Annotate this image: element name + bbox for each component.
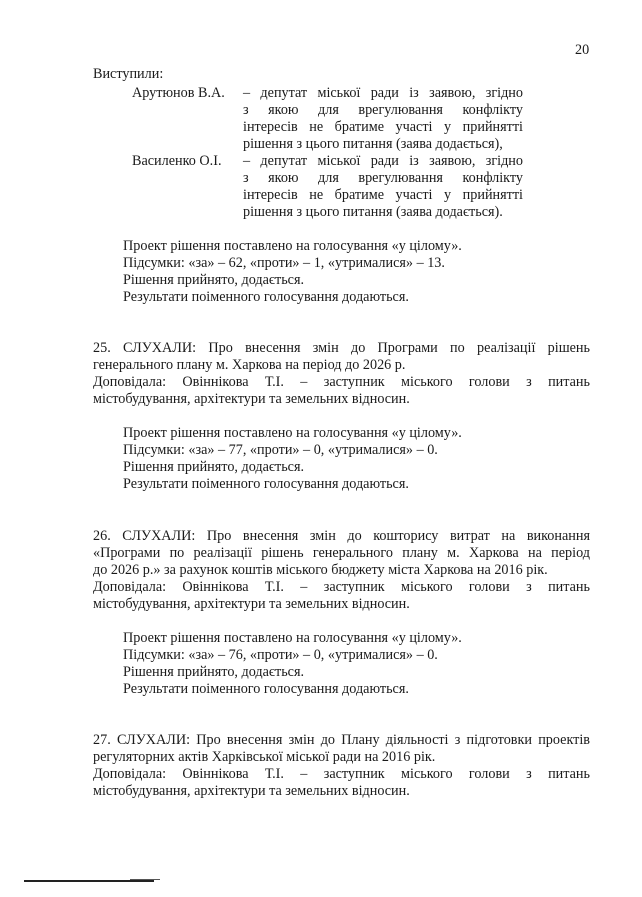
speaker-line: рішення з цього питання (заява додається), [243, 136, 503, 152]
item-heading: 26. СЛУХАЛИ: Про внесення змін до кошторису витрат на виконання [93, 528, 590, 544]
item-line: Доповідала: Овіннікова Т.І. – заступник міського голови з питань [93, 766, 590, 782]
speaker-line: інтересів не братиме участі у прийнятті [243, 119, 523, 135]
item-line: Доповідала: Овіннікова Т.І. – заступник міського голови з питань [93, 374, 590, 390]
item-line: містобудування, архітектури та земельних відносин. [93, 783, 410, 799]
item-line: регуляторних актів Харківської міської ради на 2016 рік. [93, 749, 436, 765]
vote-line: Підсумки: «за» – 76, «проти» – 0, «утрималися» – 0. [123, 647, 438, 663]
vote-line: Результати поіменного голосування додаються. [123, 476, 409, 492]
speaker-line: з якою для врегулювання конфлікту [243, 102, 523, 118]
speaker-line: з якою для врегулювання конфлікту [243, 170, 523, 186]
item-line: «Програми по реалізації рішень генерального плану м. Харкова на період [93, 545, 590, 561]
vote-line: Проект рішення поставлено на голосування «у цілому». [123, 238, 462, 254]
speaker-line: – депутат міської ради із заявою, згідно [243, 85, 523, 101]
item-line: містобудування, архітектури та земельних відносин. [93, 596, 410, 612]
vote-line: Проект рішення поставлено на голосування «у цілому». [123, 630, 462, 646]
vote-line: Рішення прийнято, додається. [123, 272, 305, 288]
item-line: містобудування, архітектури та земельних відносин. [93, 391, 410, 407]
speaker-name: Арутюнов В.А. [132, 85, 225, 101]
item-line: Доповідала: Овіннікова Т.І. – заступник міського голови з питань [93, 579, 590, 595]
speaker-name: Василенко О.І. [132, 153, 222, 169]
footer-rule-tail [130, 879, 160, 880]
vote-line: Рішення прийнято, додається. [123, 459, 305, 475]
item-heading: 25. СЛУХАЛИ: Про внесення змін до Програми по реалізації рішень [93, 340, 590, 356]
speaker-line: інтересів не братиме участі у прийнятті [243, 187, 523, 203]
vote-line: Проект рішення поставлено на голосування «у цілому». [123, 425, 462, 441]
vote-line: Результати поіменного голосування додаються. [123, 289, 409, 305]
item-heading: 27. СЛУХАЛИ: Про внесення змін до Плану діяльності з підготовки проектів [93, 732, 590, 748]
vote-line: Підсумки: «за» – 77, «проти» – 0, «утрималися» – 0. [123, 442, 438, 458]
vote-line: Рішення прийнято, додається. [123, 664, 305, 680]
footer-rule [24, 880, 154, 882]
item-line: генерального плану м. Харкова на період до 2026 р. [93, 357, 406, 373]
speakers-heading: Виступили: [93, 66, 164, 82]
speaker-line: – депутат міської ради із заявою, згідно [243, 153, 523, 169]
speaker-line: рішення з цього питання (заява додається). [243, 204, 503, 220]
vote-line: Результати поіменного голосування додаються. [123, 681, 409, 697]
vote-line: Підсумки: «за» – 62, «проти» – 1, «утрималися» – 13. [123, 255, 445, 271]
item-line: до 2026 р.» за рахунок коштів міського бюджету міста Харкова на 2016 рік. [93, 562, 548, 578]
page-number: 20 [575, 42, 590, 58]
